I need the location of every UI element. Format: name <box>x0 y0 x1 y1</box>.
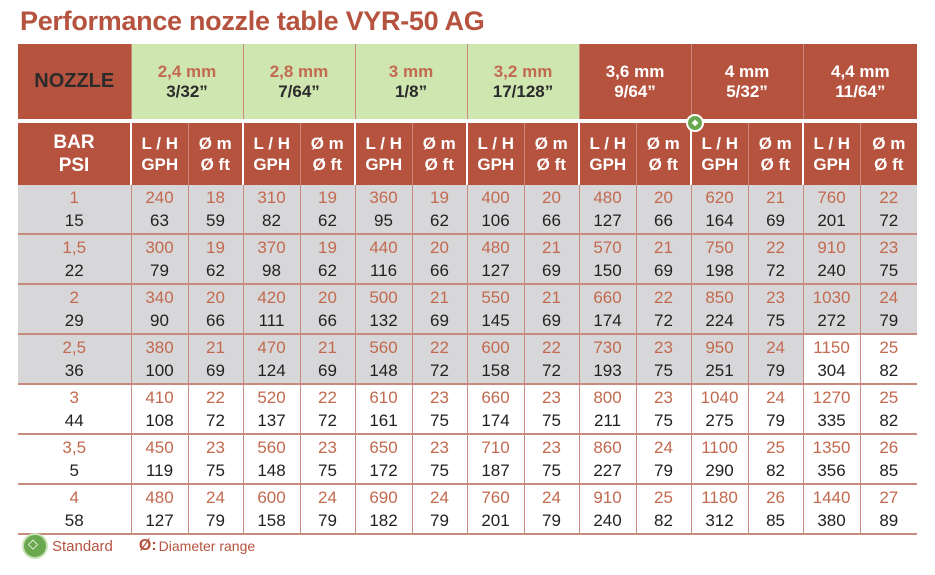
diameter-ft-cell: 79 <box>524 509 579 534</box>
standard-badge-icon: ◆ <box>686 114 704 132</box>
flow-lh-cell: 850 <box>691 284 748 309</box>
diameter-ft-cell: 69 <box>524 309 579 334</box>
diameter-ft-cell: 66 <box>412 259 467 284</box>
diameter-m-cell: 23 <box>188 434 243 459</box>
flow-gph-cell: 137 <box>243 409 300 434</box>
table-row <box>18 259 917 284</box>
flow-gph-cell: 187 <box>467 459 524 484</box>
flow-gph-cell: 211 <box>579 409 636 434</box>
flow-lh-cell: 550 <box>467 284 524 309</box>
flow-gph-cell: 304 <box>803 359 860 384</box>
diameter-ft-cell: 85 <box>860 459 917 484</box>
flow-gph-cell: 127 <box>467 259 524 284</box>
diameter-m-cell: 20 <box>412 234 467 259</box>
flow-gph-cell: 174 <box>467 409 524 434</box>
diameter-m-cell: 22 <box>524 334 579 359</box>
bar-psi-header: BAR PSI <box>18 123 131 185</box>
psi-value: 22 <box>18 259 131 284</box>
diameter-ft-cell: 62 <box>300 259 355 284</box>
flow-lh-cell: 760 <box>803 185 860 209</box>
diameter-m-cell: 19 <box>188 234 243 259</box>
flow-lh-cell: 560 <box>243 434 300 459</box>
flow-lh-cell: 520 <box>243 384 300 409</box>
flow-header: L / H GPH <box>243 123 300 185</box>
psi-value: 15 <box>18 209 131 234</box>
diameter-m-cell: 23 <box>860 234 917 259</box>
flow-gph-cell: 145 <box>467 309 524 334</box>
flow-lh-cell: 380 <box>131 334 188 359</box>
flow-header: L / H GPH <box>803 123 860 185</box>
table-row <box>18 309 917 334</box>
flow-lh-cell: 370 <box>243 234 300 259</box>
diameter-ft-cell: 62 <box>188 259 243 284</box>
diameter-ft-cell: 75 <box>524 459 579 484</box>
diameter-m-cell: 22 <box>412 334 467 359</box>
diameter-ft-cell: 75 <box>748 309 803 334</box>
diameter-ft-cell: 89 <box>860 509 917 534</box>
diameter-m-cell: 22 <box>636 284 691 309</box>
diameter-ft-cell: 72 <box>524 359 579 384</box>
diameter-m-cell: 20 <box>636 185 691 209</box>
diameter-m-cell: 23 <box>636 384 691 409</box>
diameter-header: Ø m Ø ft <box>860 123 917 185</box>
diameter-ft-cell: 72 <box>412 359 467 384</box>
table-row <box>18 334 917 359</box>
standard-badge-icon <box>22 533 48 559</box>
flow-gph-cell: 335 <box>803 409 860 434</box>
flow-gph-cell: 98 <box>243 259 300 284</box>
diameter-ft-cell: 75 <box>636 359 691 384</box>
diameter-ft-cell: 82 <box>748 459 803 484</box>
flow-lh-cell: 1100 <box>691 434 748 459</box>
flow-lh-cell: 1270 <box>803 384 860 409</box>
flow-header: L / H GPH <box>131 123 188 185</box>
units-header-row <box>18 123 917 185</box>
flow-lh-cell: 730 <box>579 334 636 359</box>
diameter-ft-cell: 69 <box>524 259 579 284</box>
flow-lh-cell: 450 <box>131 434 188 459</box>
diameter-m-cell: 25 <box>636 484 691 509</box>
diameter-m-cell: 24 <box>748 384 803 409</box>
nozzle-col-1: 2,4 mm 3/32” <box>131 44 243 119</box>
diameter-m-cell: 22 <box>860 185 917 209</box>
table-row <box>18 384 917 409</box>
flow-gph-cell: 182 <box>355 509 412 534</box>
flow-gph-cell: 148 <box>355 359 412 384</box>
diameter-ft-cell: 75 <box>636 409 691 434</box>
page-title: Performance nozzle table VYR-50 AG <box>20 6 485 36</box>
flow-lh-cell: 610 <box>355 384 412 409</box>
nozzle-col-3: 3 mm 1/8” <box>355 44 467 119</box>
bar-value: 2,5 <box>18 334 131 359</box>
flow-lh-cell: 1350 <box>803 434 860 459</box>
nozzle-header-row <box>18 44 917 119</box>
bar-value: 3,5 <box>18 434 131 459</box>
diameter-m-cell: 26 <box>879 438 899 457</box>
flow-gph-cell: 240 <box>579 509 636 534</box>
diameter-m-cell: 23 <box>524 434 579 459</box>
flow-gph-cell: 63 <box>131 209 188 234</box>
diameter-m-cell: 19 <box>300 185 355 209</box>
bar-value: 2 <box>18 284 131 309</box>
diameter-m-cell: 21 <box>524 284 579 309</box>
flow-lh-cell: 1030 <box>803 284 860 309</box>
flow-lh-cell: 660 <box>467 384 524 409</box>
table-row <box>18 509 917 534</box>
nozzle-col-7: 4,4 mm 11/64” <box>803 44 917 119</box>
flow-lh-cell: 560 <box>355 334 412 359</box>
flow-lh-cell: 910 <box>803 234 860 259</box>
flow-gph-cell: 111 <box>243 309 300 334</box>
diameter-ft-cell: 72 <box>636 309 691 334</box>
psi-value: 36 <box>18 359 131 384</box>
flow-lh-cell: 570 <box>579 234 636 259</box>
flow-gph-cell: 158 <box>467 359 524 384</box>
flow-lh-cell: 910 <box>579 484 636 509</box>
bar-value: 3 <box>18 384 131 409</box>
flow-gph-cell: 198 <box>691 259 748 284</box>
flow-gph-cell: 148 <box>243 459 300 484</box>
flow-header: L / H GPH <box>467 123 524 185</box>
flow-lh-cell: 1180 <box>691 484 748 509</box>
diameter-ft-cell: 72 <box>300 409 355 434</box>
diameter-ft-cell: 75 <box>524 409 579 434</box>
table-row <box>18 484 917 509</box>
nozzle-col-2: 2,8 mm 7/64” <box>243 44 355 119</box>
diameter-ft-cell: 79 <box>860 309 917 334</box>
flow-lh-cell: 800 <box>579 384 636 409</box>
flow-gph-cell: 161 <box>355 409 412 434</box>
flow-gph-cell: 174 <box>579 309 636 334</box>
diameter-ft-cell: 66 <box>300 309 355 334</box>
diameter-ft-cell: 66 <box>636 209 691 234</box>
diameter-m-cell: 19 <box>300 234 355 259</box>
nozzle-col-6: 4 mm 5/32” <box>691 44 803 119</box>
diameter-ft-cell: 79 <box>412 509 467 534</box>
flow-lh-cell: 440 <box>355 234 412 259</box>
legend <box>22 533 255 559</box>
flow-gph-cell: 127 <box>579 209 636 234</box>
flow-header: ◆ L / H GPH <box>691 123 748 185</box>
flow-lh-cell: 1150 <box>803 334 860 359</box>
nozzle-label: NOZZLE <box>18 44 131 119</box>
table-row <box>18 284 917 309</box>
diameter-m-cell: 18 <box>188 185 243 209</box>
flow-gph-cell: 164 <box>691 209 748 234</box>
legend-diameter-text: Diameter range <box>158 538 256 554</box>
bar-value: 1 <box>18 185 131 209</box>
diameter-ft-cell: 62 <box>412 209 467 234</box>
flow-gph-cell: 312 <box>691 509 748 534</box>
diameter-m-cell: 20 <box>188 284 243 309</box>
diameter-header: Ø m Ø ft <box>412 123 467 185</box>
diameter-m-cell: 22 <box>748 234 803 259</box>
diameter-m-cell: 21 <box>636 234 691 259</box>
diameter-m-cell: 24 <box>524 484 579 509</box>
table-body <box>18 185 917 534</box>
diameter-ft-cell: 79 <box>636 459 691 484</box>
bar-value: 1,5 <box>18 234 131 259</box>
table-row <box>18 209 917 234</box>
flow-gph-cell: 79 <box>131 259 188 284</box>
diameter-m-cell: 24 <box>300 484 355 509</box>
flow-gph-cell: 201 <box>467 509 524 534</box>
psi-value: 5 <box>18 459 131 484</box>
flow-lh-cell: 480 <box>131 484 188 509</box>
diameter-ft-cell: 75 <box>412 409 467 434</box>
diameter-m-cell: 21 <box>748 185 803 209</box>
diameter-m-cell: 23 <box>524 384 579 409</box>
flow-gph-cell: 100 <box>131 359 188 384</box>
flow-gph-cell: 201 <box>803 209 860 234</box>
flow-lh-cell: 690 <box>355 484 412 509</box>
diameter-m-cell: 23 <box>412 434 467 459</box>
flow-lh-cell: 420 <box>243 284 300 309</box>
flow-lh-cell: 650 <box>355 434 412 459</box>
diameter-m-cell: 26 <box>748 484 803 509</box>
diameter-header: Ø m Ø ft <box>188 123 243 185</box>
flow-lh-cell: 600 <box>243 484 300 509</box>
diameter-m-cell: 23 <box>300 434 355 459</box>
flow-header: L / H GPH <box>579 123 636 185</box>
flow-lh-cell: 360 <box>355 185 412 209</box>
flow-gph-cell: 227 <box>579 459 636 484</box>
table-row <box>18 234 917 259</box>
diameter-ft-cell: 62 <box>300 209 355 234</box>
nozzle-col-5: 3,6 mm 9/64” <box>579 44 691 119</box>
diameter-m-cell: 23 <box>636 334 691 359</box>
flow-lh-cell: 400 <box>467 185 524 209</box>
diameter-m-cell: 23 <box>412 384 467 409</box>
legend-diameter-symbol: Ø: <box>138 537 157 554</box>
diameter-m-cell: 27 <box>879 488 899 507</box>
flow-gph-cell: 251 <box>691 359 748 384</box>
diameter-m-cell: 24 <box>860 284 917 309</box>
flow-gph-cell: 119 <box>131 459 188 484</box>
flow-gph-cell: 116 <box>355 259 412 284</box>
flow-lh-cell: 310 <box>243 185 300 209</box>
diameter-ft-cell: 69 <box>636 259 691 284</box>
diameter-ft-cell: 69 <box>188 359 243 384</box>
diameter-header: Ø m Ø ft <box>748 123 803 185</box>
psi-value: 58 <box>18 509 131 534</box>
flow-gph-cell: 124 <box>243 359 300 384</box>
flow-gph-cell: 127 <box>131 509 188 534</box>
performance-table <box>18 44 917 535</box>
flow-lh-cell: 710 <box>467 434 524 459</box>
diameter-header: Ø m Ø ft <box>524 123 579 185</box>
flow-lh-cell: 480 <box>467 234 524 259</box>
diameter-ft-cell: 82 <box>636 509 691 534</box>
flow-gph-cell: 272 <box>803 309 860 334</box>
flow-lh-cell: 660 <box>579 284 636 309</box>
flow-lh-cell: 1040 <box>691 384 748 409</box>
diameter-ft-cell: 75 <box>860 259 917 284</box>
flow-lh-cell: 860 <box>579 434 636 459</box>
diameter-m-cell: 25 <box>879 388 899 407</box>
diameter-header: Ø m Ø ft <box>636 123 691 185</box>
bar-value: 4 <box>18 484 131 509</box>
flow-gph-cell: 224 <box>691 309 748 334</box>
flow-gph-cell: 380 <box>803 509 860 534</box>
flow-lh-cell: 760 <box>467 484 524 509</box>
diameter-ft-cell: 79 <box>300 509 355 534</box>
legend-standard: Standard <box>52 537 113 555</box>
flow-gph-cell: 132 <box>355 309 412 334</box>
flow-gph-cell: 108 <box>131 409 188 434</box>
diameter-m-cell: 25 <box>748 434 803 459</box>
diameter-ft-cell: 75 <box>188 459 243 484</box>
flow-lh-cell: 620 <box>691 185 748 209</box>
flow-gph-cell: 95 <box>355 209 412 234</box>
nozzle-col-4: 3,2 mm 17/128” <box>467 44 579 119</box>
diameter-m-cell: 25 <box>879 338 899 357</box>
diameter-m-cell: 21 <box>300 334 355 359</box>
flow-gph-cell: 172 <box>355 459 412 484</box>
flow-lh-cell: 750 <box>691 234 748 259</box>
diameter-m-cell: 22 <box>300 384 355 409</box>
diameter-m-cell: 21 <box>412 284 467 309</box>
flow-gph-cell: 275 <box>691 409 748 434</box>
flow-gph-cell: 106 <box>467 209 524 234</box>
diameter-ft-cell: 66 <box>524 209 579 234</box>
diameter-m-cell: 20 <box>300 284 355 309</box>
diameter-ft-cell: 59 <box>188 209 243 234</box>
flow-header: L / H GPH <box>355 123 412 185</box>
flow-lh-cell: 500 <box>355 284 412 309</box>
flow-lh-cell: 480 <box>579 185 636 209</box>
flow-gph-cell: 150 <box>579 259 636 284</box>
diameter-ft-cell: 75 <box>412 459 467 484</box>
flow-gph-cell: 356 <box>803 459 860 484</box>
diameter-ft-cell: 72 <box>748 259 803 284</box>
flow-lh-cell: 950 <box>691 334 748 359</box>
diameter-m-cell: 22 <box>188 384 243 409</box>
diameter-ft-cell: 79 <box>748 409 803 434</box>
flow-gph-cell: 90 <box>131 309 188 334</box>
table-row <box>18 459 917 484</box>
diameter-ft-cell: 82 <box>860 359 917 384</box>
flow-gph-cell: 240 <box>803 259 860 284</box>
diameter-ft-cell: 72 <box>188 409 243 434</box>
table-row <box>18 434 917 459</box>
table-row <box>18 409 917 434</box>
diameter-ft-cell: 82 <box>860 409 917 434</box>
diameter-ft-cell: 85 <box>748 509 803 534</box>
diameter-m-cell: 19 <box>412 185 467 209</box>
diameter-m-cell: 21 <box>188 334 243 359</box>
diameter-m-cell: 21 <box>524 234 579 259</box>
flow-lh-cell: 410 <box>131 384 188 409</box>
flow-lh-cell: 600 <box>467 334 524 359</box>
psi-value: 44 <box>18 409 131 434</box>
diameter-m-cell: 20 <box>524 185 579 209</box>
flow-gph-cell: 193 <box>579 359 636 384</box>
flow-gph-cell: 290 <box>691 459 748 484</box>
diameter-ft-cell: 72 <box>860 209 917 234</box>
diameter-ft-cell: 66 <box>188 309 243 334</box>
flow-lh-cell: 340 <box>131 284 188 309</box>
diameter-header: Ø m Ø ft <box>300 123 355 185</box>
diameter-ft-cell: 69 <box>412 309 467 334</box>
flow-gph-cell: 158 <box>243 509 300 534</box>
psi-value: 29 <box>18 309 131 334</box>
diameter-m-cell: 24 <box>636 434 691 459</box>
flow-lh-cell: 300 <box>131 234 188 259</box>
diameter-m-cell: 24 <box>748 334 803 359</box>
flow-lh-cell: 470 <box>243 334 300 359</box>
flow-lh-cell: 1440 <box>803 484 860 509</box>
table-row <box>18 359 917 384</box>
diameter-m-cell: 23 <box>748 284 803 309</box>
diameter-ft-cell: 79 <box>188 509 243 534</box>
table-row <box>18 185 917 209</box>
flow-lh-cell: 240 <box>131 185 188 209</box>
diameter-ft-cell: 69 <box>300 359 355 384</box>
diameter-m-cell: 24 <box>412 484 467 509</box>
flow-gph-cell: 82 <box>243 209 300 234</box>
diameter-ft-cell: 75 <box>300 459 355 484</box>
diameter-m-cell: 24 <box>188 484 243 509</box>
diameter-ft-cell: 79 <box>748 359 803 384</box>
diameter-ft-cell: 69 <box>748 209 803 234</box>
